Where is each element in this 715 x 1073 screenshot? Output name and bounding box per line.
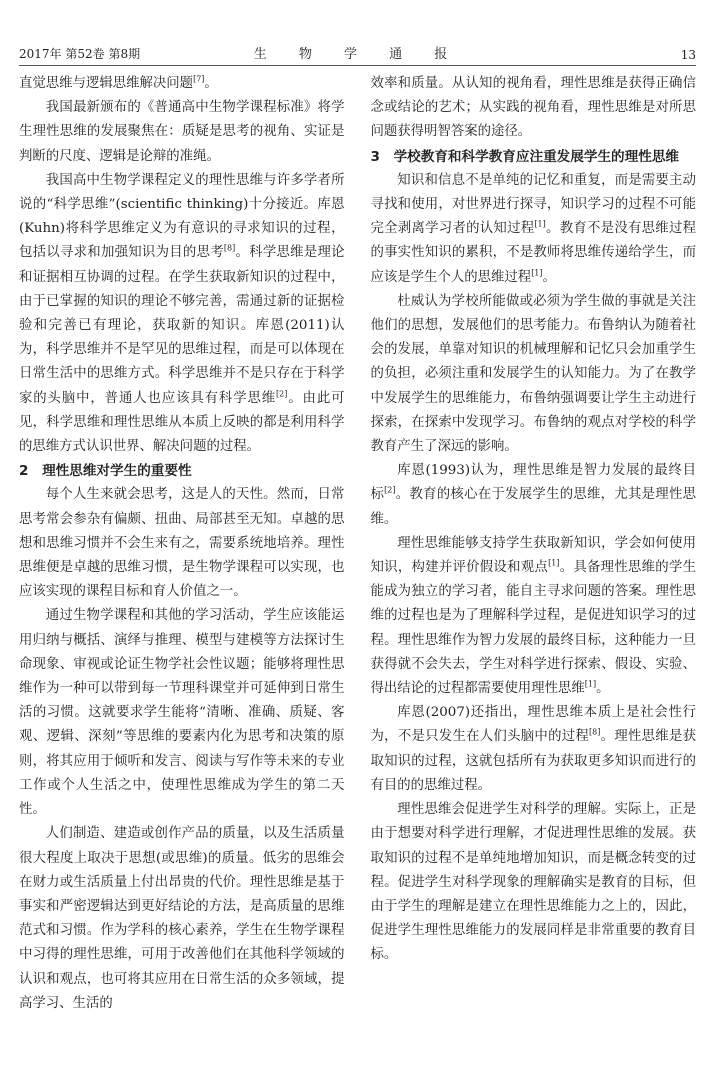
citation: [1] xyxy=(531,268,543,278)
header-issue: 2017年 第52卷 第8期 xyxy=(19,47,141,61)
paragraph: 直觉思维与逻辑思维解决问题[7]。 xyxy=(19,74,218,91)
paragraph: 我国高中生物学课程定义的理性思维与许多学者所说的“科学思维”(scientific thinking)十分接近。库恩(Kuhn)将科学思维定义为有意识的寻求知识的过程，包括以寻求和加强知识为目的思考[8]。科学思维是理论和证据相互协调的过程。在学生获取新知识的过程中，由于已掌握的知识的理论不够完善，需通过新的证据检验和完善已有理论，获取新的知识。库恩(2011)认为，科学思维并不是罕见的思维过程，而是可以体现在日常生活中的思维方式。科学思维并不是只存在于科学家的头脑中，普通人也应该具有科学思维[2]。由此可见，科学思维和理性思维从本质上反映的都是利用科学的思维方式认识世界、解决问题的过程。 xyxy=(19,172,345,455)
paragraph: 效率和质量。从认知的视角看，理性思维是获得正确信念或结论的艺术；从实践的视角看，理性思维是对所思问题获得明智答案的途径。 xyxy=(370,76,696,140)
section-heading xyxy=(371,145,697,169)
paragraph: 我国最新颁布的《普通高中生物学课程标准》将学生理性思维的发展聚焦在：质疑是思考的视角、实证是判断的尺度、逻辑是论辩的准绳。 xyxy=(19,100,345,164)
citation: [2] xyxy=(276,389,288,399)
citation: [8] xyxy=(223,243,236,253)
body-columns xyxy=(19,72,696,1016)
paragraph: 理性思维能够支持学生获取新知识，学会如何使用知识，构建并评价假设和观点[1]。具备理性思维的学生能成为独立的学习者，能自主寻求问题的答案。理性思维的过程也是为了理解科学过程，是促进知识学习的过程。理性思维作为智力发展的最终目标，这种能力一旦获得就不会失去，学生对科学进行探索、假设、实验、得出结论的过程都需要使用理性思维[1]。 xyxy=(370,535,697,697)
section-title: 理性思维对学生的重要性 xyxy=(42,463,192,480)
left-column xyxy=(19,72,345,1016)
section-number: 2 xyxy=(19,463,29,480)
header-journal-title: 生 物 学 通 报 xyxy=(253,47,462,62)
citation: [2] xyxy=(384,485,396,495)
section-heading xyxy=(19,459,345,483)
citation: [8] xyxy=(589,728,601,738)
running-header xyxy=(19,38,696,66)
right-column xyxy=(371,72,697,1016)
paragraph: 库恩(2007)还指出，理性思维本质上是社会性行为，不是只发生在人们头脑中的过程[8]。理性思维是获取知识的过程，这就包括所有为获取更多知识而进行的有目的的思维过程。 xyxy=(370,705,697,793)
section-number: 3 xyxy=(370,148,380,165)
section-title: 学校教育和科学教育应注重发展学生的理性思维 xyxy=(393,148,680,165)
citation: [7] xyxy=(193,74,205,84)
paragraph: 每个人生来就会思考，这是人的天性。然而，日常思考常会参杂有偏颇、扭曲、局部甚至无知。卓越的思想和思维习惯并不会生来有之，需要系统地培养。理性思维便是卓越的思维习惯，是生物学课程可以实现，也应该实现的课程目标和育人价值之一。 xyxy=(19,487,345,600)
paragraph: 知识和信息不是单纯的记忆和重复，而是需要主动寻找和使用，对世界进行探寻，知识学习的过程不可能完全剥离学习者的认知过程[1]。教育不是没有思维过程的事实性知识的累积，不是教师将思维传递给学生，而应该是学生个人的思维过程[1]。 xyxy=(370,172,697,285)
paragraph: 人们制造、建造或创作产品的质量，以及生活质量很大程度上取决于思想(或思维)的质量。低劣的思维会在财力或生活质量上付出昂贵的代价。理性思维是基于事实和严密逻辑达到更好结论的方法，是高质量的思维范式和习惯。作为学科的核心素养，学生在生物学课程中习得的理性思维，可用于改善他们在其他科学领域的认识和观点，也可将其应用在日常生活的众多领域，提高学习、生活的 xyxy=(19,826,345,1011)
citation: [1] xyxy=(548,558,560,568)
paragraph: 库恩(1993)认为，理性思维是智力发展的最终目标[2]。教育的核心在于发展学生的思维，尤其是理性思维。 xyxy=(370,463,697,527)
paragraph: 杜威认为学校所能做或必须为学生做的事就是关注他们的思想，发展他们的思考能力。布鲁纳认为随着社会的发展，单靠对知识的机械理解和记忆只会加重学生的负担，必须注重和发展学生的认知能力。为了在教学中发展学生的思维能力，布鲁纳强调要让学生主动进行探索，在探索中发现学习。布鲁纳的观点对学校的科学教育产生了深远的影响。 xyxy=(370,293,696,455)
header-page-number: 13 xyxy=(680,48,696,62)
paragraph: 理性思维会促进学生对科学的理解。实际上，正是由于想要对科学进行理解，才促进理性思维的发展。获取知识的过程不是单纯地增加知识，而是概念转变的过程。促进学生对科学现象的理解确实是教育的目标，但由于学生的理解是建立在理性思维能力之上的，因此，促进学生理性思维能力的发展同样是非常重要的教育目标。 xyxy=(370,802,696,963)
citation: [1] xyxy=(584,679,597,689)
paragraph: 通过生物学课程和其他的学习活动，学生应该能运用归纳与概括、演绎与推理、模型与建模等方法探讨生命现象、审视或论证生物学社会性议题；能够将理性思维作为一种可以带到每一节理科课堂并可延伸到日常生活的习惯。这就要求学生能将“清晰、准确、质疑、客观、逻辑、深刻”等思维的要素内化为思考和决策的原则，将其应用于倾听和发言、阅读与写作等未来的专业工作或个人生活之中，使理性思维成为学生的第二天性。 xyxy=(19,608,345,818)
citation: [1] xyxy=(534,219,546,229)
